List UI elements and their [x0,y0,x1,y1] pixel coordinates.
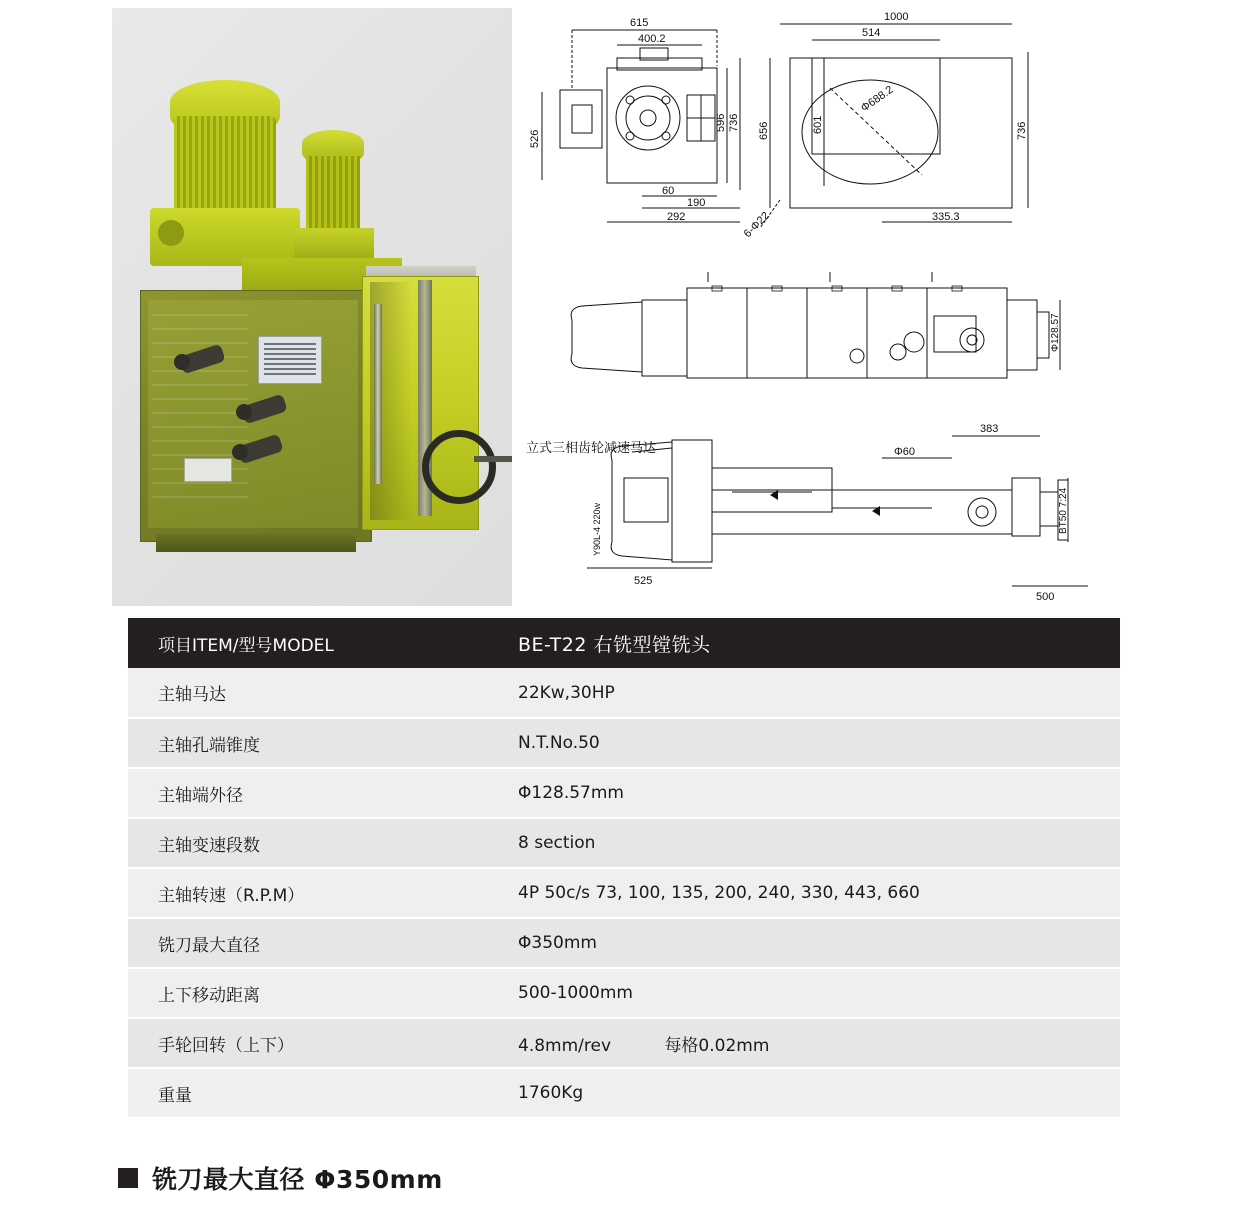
row-item-label: 主轴孔端锥度 [128,718,488,768]
drawing-top-right-view [742,11,1028,240]
row-item-label: 主轴马达 [128,668,488,718]
svg-text:Φ128.57: Φ128.57 [1050,313,1061,352]
technical-drawings [512,0,1240,612]
table-header-row [128,618,1120,668]
row-item-label: 上下移动距离 [128,968,488,1018]
row-value: 4P 50c/s 73, 100, 135, 200, 240, 330, 443, 660 [488,868,1120,918]
row-item-label: 主轴端外径 [128,768,488,818]
svg-text:335.3: 335.3 [932,211,960,223]
header-model-label: BE-T22 右铣型镗铣头 [488,618,1120,668]
handwheel-shaft [474,456,512,462]
square-bullet-icon [118,1168,138,1188]
drawing-bottom-view [587,423,1088,603]
motor-knob [158,220,184,246]
table-row [128,718,1120,768]
row-value: Φ350mm [488,918,1120,968]
drawing-svg [512,0,1240,612]
footer-caption-text: 铣刀最大直径 Φ350mm [152,1165,443,1194]
svg-text:Φ688.2: Φ688.2 [858,83,896,115]
drawing-annotation-motor: 立式三相齿轮减速马达 [526,441,657,456]
table-row [128,868,1120,918]
svg-text:383: 383 [980,423,999,435]
small-nameplate [184,458,232,482]
row-item-label: 主轴转速（R.P.M） [128,868,488,918]
svg-text:6-Φ22: 6-Φ22 [741,209,772,241]
footer-caption [118,1160,443,1196]
row-value: 1760Kg [488,1068,1120,1118]
svg-text:500: 500 [1036,591,1055,603]
row-item-label: 主轴变速段数 [128,818,488,868]
header-item-label: 项目ITEM/型号MODEL [128,618,488,668]
svg-text:615: 615 [630,17,649,29]
svg-text:292: 292 [667,211,686,223]
svg-text:190: 190 [687,197,706,209]
table-row [128,1018,1120,1068]
drawing-middle-view [571,272,1061,378]
spec-nameplate [258,336,322,384]
row-item-label: 手轮回转（上下） [128,1018,488,1068]
row-value-group [488,1018,1120,1068]
product-photo [112,8,512,606]
table-row [128,1068,1120,1118]
svg-text:514: 514 [862,27,881,39]
drawing-top-left-view [529,17,740,223]
svg-text:60: 60 [662,185,675,197]
row-value: 8 section [488,818,1120,868]
secondary-motor-base [294,228,374,262]
handwheel [422,430,496,504]
svg-text:656: 656 [758,121,770,140]
lever-knob-1 [174,354,190,370]
row-value: 22Kw,30HP [488,668,1120,718]
row-item-label: 重量 [128,1068,488,1118]
svg-text:601: 601 [812,115,824,134]
motor-body [174,116,276,216]
svg-text:Φ60: Φ60 [894,446,916,458]
lever-knob-2 [236,404,252,420]
svg-text:BT50 7:24: BT50 7:24 [1058,487,1069,534]
svg-text:525: 525 [634,575,653,587]
secondary-motor-body [306,156,360,234]
svg-text:1000: 1000 [884,11,909,23]
row-value: N.T.No.50 [488,718,1120,768]
svg-text:736: 736 [1016,121,1028,140]
table-row [128,818,1120,868]
guide-rod [374,304,382,484]
svg-text:400.2: 400.2 [638,33,666,45]
machine-base [156,534,356,552]
machine-illustration [122,68,512,518]
table-row [128,668,1120,718]
table-row [128,918,1120,968]
row-value: Φ128.57mm [488,768,1120,818]
row-item-label: 铣刀最大直径 [128,918,488,968]
svg-text:526: 526 [529,129,541,148]
svg-text:Y90L-4 220w: Y90L-4 220w [592,502,602,556]
table-row [128,768,1120,818]
lever-knob-3 [232,444,248,460]
row-value-extra: 每格0.02mm [664,1035,770,1056]
svg-text:596: 596 [715,113,727,132]
svg-text:736: 736 [728,113,740,132]
spec-table [128,618,1120,1119]
table-row [128,968,1120,1018]
row-value: 4.8mm/rev [518,1035,612,1056]
row-value: 500-1000mm [488,968,1120,1018]
